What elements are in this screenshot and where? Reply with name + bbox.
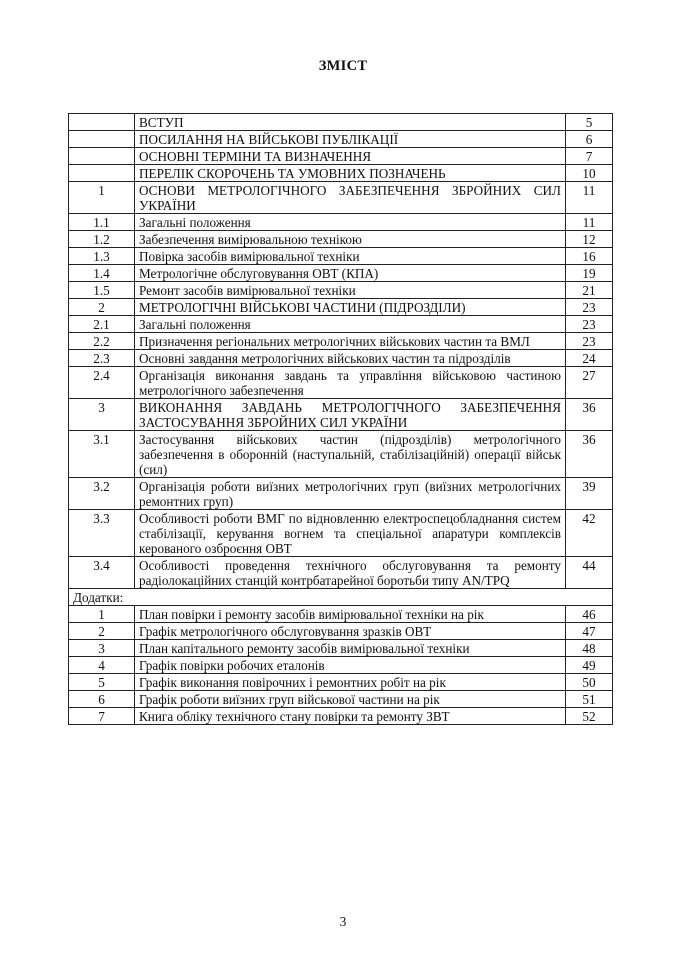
section-title: Загальні положення	[135, 316, 566, 333]
page-ref: 23	[566, 316, 613, 333]
page-ref: 39	[566, 478, 613, 510]
toc-row	[69, 165, 613, 182]
toc-row	[69, 214, 613, 231]
page-ref: 12	[566, 231, 613, 248]
toc-row	[69, 299, 613, 316]
page-ref: 27	[566, 367, 613, 399]
page-ref: 23	[566, 333, 613, 350]
page-ref: 46	[566, 606, 613, 623]
page-ref: 47	[566, 623, 613, 640]
toc-row	[69, 557, 613, 589]
appendix-row	[69, 657, 613, 674]
section-number: 2.4	[69, 367, 135, 399]
section-number: 2	[69, 299, 135, 316]
section-title: Ремонт засобів вимірювальної техніки	[135, 282, 566, 299]
section-title: ПОСИЛАННЯ НА ВІЙСЬКОВІ ПУБЛІКАЦІЇ	[135, 131, 566, 148]
page-ref: 10	[566, 165, 613, 182]
section-number	[69, 131, 135, 148]
section-number: 3.3	[69, 510, 135, 557]
page-ref: 5	[566, 114, 613, 131]
toc-row	[69, 231, 613, 248]
toc-row	[69, 367, 613, 399]
section-title: Призначення регіональних метрологічних військових частин та ВМЛ	[135, 333, 566, 350]
page-ref: 49	[566, 657, 613, 674]
toc-row	[69, 350, 613, 367]
page-ref: 44	[566, 557, 613, 589]
section-number: 2	[69, 623, 135, 640]
toc-row	[69, 131, 613, 148]
section-title: ВИКОНАННЯ ЗАВДАНЬ МЕТРОЛОГІЧНОГО ЗАБЕЗПЕЧЕННЯ ЗАСТОСУВАННЯ ЗБРОЙНИХ СИЛ УКРАЇНИ	[135, 399, 566, 431]
section-title: Графік виконання повірочних і ремонтних робіт на рік	[135, 674, 566, 691]
appendix-row	[69, 674, 613, 691]
appendix-row	[69, 606, 613, 623]
page-ref: 7	[566, 148, 613, 165]
page-ref: 52	[566, 708, 613, 725]
toc-row	[69, 114, 613, 131]
section-title: План капітального ремонту засобів вимірювальної техніки	[135, 640, 566, 657]
section-number: 6	[69, 691, 135, 708]
section-title: ОСНОВИ МЕТРОЛОГІЧНОГО ЗАБЕЗПЕЧЕННЯ ЗБРОЙНИХ СИЛ УКРАЇНИ	[135, 182, 566, 214]
section-number: 1.1	[69, 214, 135, 231]
section-number: 2.2	[69, 333, 135, 350]
section-title: Метрологічне обслуговування ОВТ (КПА)	[135, 265, 566, 282]
section-title: План повірки і ремонту засобів вимірювальної техніки на рік	[135, 606, 566, 623]
section-title: Загальні положення	[135, 214, 566, 231]
section-title: Графік повірки робочих еталонів	[135, 657, 566, 674]
section-title: Застосування військових частин (підрозділів) метрологічного забезпечення в оборонній (наступальній, стабілізаційній) операції військ (сил)	[135, 431, 566, 478]
section-number: 1	[69, 606, 135, 623]
section-title: Графік метрологічного обслуговування зразків ОВТ	[135, 623, 566, 640]
section-number: 3.1	[69, 431, 135, 478]
page-ref: 51	[566, 691, 613, 708]
section-number: 4	[69, 657, 135, 674]
appendix-label: Додатки:	[69, 589, 613, 606]
page-ref: 11	[566, 182, 613, 214]
appendix-header-row	[69, 589, 613, 606]
section-number: 5	[69, 674, 135, 691]
toc-row	[69, 182, 613, 214]
page-ref: 42	[566, 510, 613, 557]
page-ref: 23	[566, 299, 613, 316]
section-number: 1.4	[69, 265, 135, 282]
section-title: ОСНОВНІ ТЕРМІНИ ТА ВИЗНАЧЕННЯ	[135, 148, 566, 165]
page-ref: 24	[566, 350, 613, 367]
toc-row	[69, 248, 613, 265]
page-number: 3	[339, 914, 347, 929]
section-number: 1.3	[69, 248, 135, 265]
page-ref: 11	[566, 214, 613, 231]
section-title: Забезпечення вимірювальною технікою	[135, 231, 566, 248]
section-number: 3	[69, 399, 135, 431]
toc-row	[69, 282, 613, 299]
page-ref: 16	[566, 248, 613, 265]
contents-table	[68, 113, 613, 725]
page-ref: 6	[566, 131, 613, 148]
section-number: 7	[69, 708, 135, 725]
toc-row	[69, 148, 613, 165]
section-number: 1.5	[69, 282, 135, 299]
section-number	[69, 114, 135, 131]
section-title: Книга обліку технічного стану повірки та ремонту ЗВТ	[135, 708, 566, 725]
toc-row	[69, 399, 613, 431]
page-ref: 48	[566, 640, 613, 657]
section-title: ПЕРЕЛІК СКОРОЧЕНЬ ТА УМОВНИХ ПОЗНАЧЕНЬ	[135, 165, 566, 182]
section-number: 3.4	[69, 557, 135, 589]
section-title: Особливості роботи ВМГ по відновленню електроспецобладнання систем стабілізації, керування вогнем та спеціальної апаратури комплексів керованого озброєння ОВТ	[135, 510, 566, 557]
toc-row	[69, 265, 613, 282]
section-number: 3	[69, 640, 135, 657]
appendix-row	[69, 691, 613, 708]
section-title: Повірка засобів вимірювальної техніки	[135, 248, 566, 265]
section-number: 2.3	[69, 350, 135, 367]
section-title: ВСТУП	[135, 114, 566, 131]
section-title: Особливості проведення технічного обслуговування та ремонту радіолокаційних станцій контрбатарейної боротьби типу AN/TPQ	[135, 557, 566, 589]
section-title: МЕТРОЛОГІЧНІ ВІЙСЬКОВІ ЧАСТИНИ (ПІДРОЗДІЛИ)	[135, 299, 566, 316]
section-number: 3.2	[69, 478, 135, 510]
page-ref: 50	[566, 674, 613, 691]
section-title: Графік роботи виїзних груп військової частини на рік	[135, 691, 566, 708]
section-number: 2.1	[69, 316, 135, 333]
section-number: 1.2	[69, 231, 135, 248]
toc-row	[69, 316, 613, 333]
appendix-row	[69, 623, 613, 640]
page-title: ЗМІСТ	[318, 58, 368, 74]
page-ref: 36	[566, 431, 613, 478]
section-title: Організація роботи виїзних метрологічних груп (виїзних метрологічних ремонтних груп)	[135, 478, 566, 510]
toc-row	[69, 478, 613, 510]
toc-row	[69, 333, 613, 350]
page-ref: 21	[566, 282, 613, 299]
section-number	[69, 165, 135, 182]
section-number: 1	[69, 182, 135, 214]
page-ref: 19	[566, 265, 613, 282]
toc-row	[69, 510, 613, 557]
section-title: Основні завдання метрологічних військових частин та підрозділів	[135, 350, 566, 367]
section-number	[69, 148, 135, 165]
toc-row	[69, 431, 613, 478]
page-ref: 36	[566, 399, 613, 431]
section-title: Організація виконання завдань та управління військовою частиною метрологічного забезпечення	[135, 367, 566, 399]
appendix-row	[69, 708, 613, 725]
appendix-row	[69, 640, 613, 657]
